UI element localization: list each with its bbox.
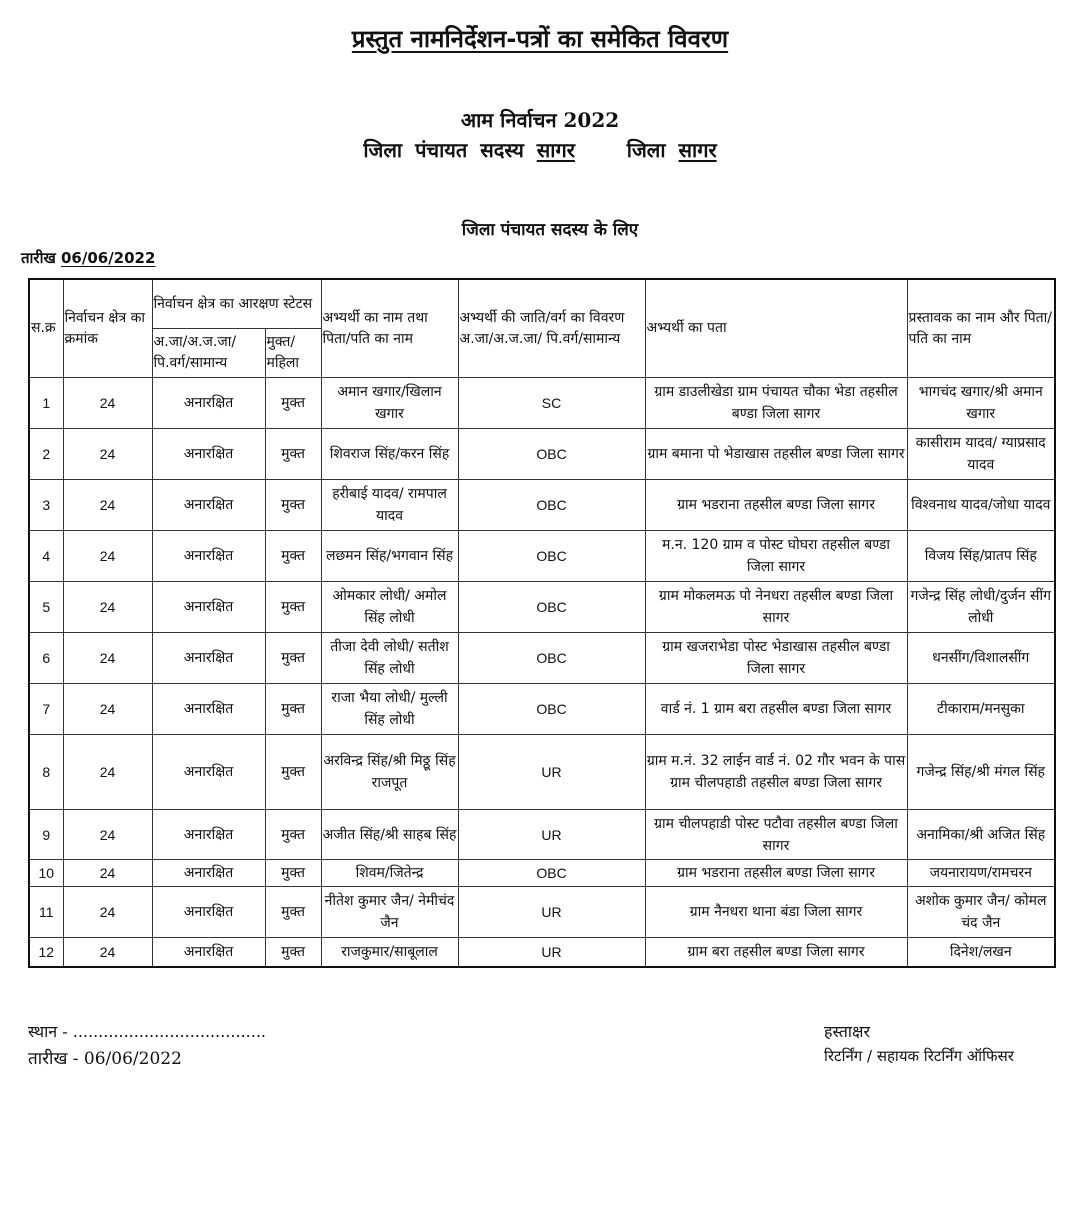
place-name: सागर xyxy=(536,138,575,162)
header-constituency-no: निर्वाचन क्षेत्र का क्रमांक xyxy=(63,279,152,378)
election-heading: आम निर्वाचन 2022 xyxy=(460,108,620,132)
candidate-name-cell: शिवम/जितेन्द्र xyxy=(321,860,458,887)
date-label: तारीख xyxy=(21,249,56,267)
header-candidate-name: अभ्यर्थी का नाम तथा पिता/पति का नाम xyxy=(321,279,458,378)
district-label: जिला xyxy=(626,138,666,162)
candidate-caste-cell: OBC xyxy=(458,531,645,582)
table-row xyxy=(29,860,1055,887)
header-reservation-status: निर्वाचन क्षेत्र का आरक्षण स्टेटस xyxy=(152,279,321,329)
proposer-name-cell: विश्वनाथ यादव/जोधा यादव xyxy=(907,480,1055,531)
reservation-category-cell: अनारक्षित xyxy=(152,480,265,531)
candidate-caste-cell: SC xyxy=(458,378,645,429)
reservation-gender-cell: मुक्त xyxy=(265,480,321,531)
header-reservation-category: अ.जा/अ.ज.जा/ पि.वर्ग/सामान्य xyxy=(152,329,265,378)
candidate-name-cell: ओमकार लोधी/ अमोल सिंह लोधी xyxy=(321,582,458,633)
serial-cell: 5 xyxy=(29,582,63,633)
candidate-name-cell: लछमन सिंह/भगवान सिंह xyxy=(321,531,458,582)
candidate-name-cell: राजकुमार/साबूलाल xyxy=(321,938,458,967)
reservation-category-cell: अनारक्षित xyxy=(152,582,265,633)
post-label: जिला पंचायत सदस्य xyxy=(363,138,524,162)
for-post-heading: जिला पंचायत सदस्य के लिए xyxy=(461,220,639,240)
header-serial: स.क्र xyxy=(29,279,63,378)
serial-cell: 8 xyxy=(29,735,63,810)
proposer-name-cell: गजेन्द्र सिंह लोधी/दुर्जन सींग लोधी xyxy=(907,582,1055,633)
candidate-address-cell: ग्राम मोकलमऊ पो नेनधरा तहसील बण्डा जिला सागर xyxy=(645,582,907,633)
footer-date: तारीख - 06/06/2022 xyxy=(28,1049,182,1069)
proposer-name-cell: कासीराम यादव/ ग्याप्रसाद यादव xyxy=(907,429,1055,480)
reservation-gender-cell: मुक्त xyxy=(265,582,321,633)
candidate-caste-cell: OBC xyxy=(458,480,645,531)
serial-cell: 6 xyxy=(29,633,63,684)
reservation-category-cell: अनारक्षित xyxy=(152,429,265,480)
candidate-caste-cell: OBC xyxy=(458,633,645,684)
candidate-caste-cell: UR xyxy=(458,938,645,967)
serial-cell: 9 xyxy=(29,810,63,860)
proposer-name-cell: दिनेश/लखन xyxy=(907,938,1055,967)
proposer-name-cell: धनसींग/विशालसींग xyxy=(907,633,1055,684)
candidate-name-cell: अमान खगार/खिलान खगार xyxy=(321,378,458,429)
candidate-name-cell: राजा भैया लोधी/ मुल्ली सिंह लोधी xyxy=(321,684,458,735)
candidate-caste-cell: UR xyxy=(458,810,645,860)
constituency-cell: 24 xyxy=(63,860,152,887)
serial-cell: 3 xyxy=(29,480,63,531)
reservation-gender-cell: मुक्त xyxy=(265,684,321,735)
table-row xyxy=(29,633,1055,684)
table-row xyxy=(29,938,1055,967)
constituency-cell: 24 xyxy=(63,684,152,735)
constituency-cell: 24 xyxy=(63,378,152,429)
header-reservation-gender: मुक्त/ महिला xyxy=(265,329,321,378)
table-row xyxy=(29,531,1055,582)
date-value: 06/06/2022 xyxy=(60,249,156,267)
document-title: प्रस्तुत नामनिर्देशन-पत्रों का समेकित विवरण xyxy=(351,25,729,53)
proposer-name-cell: गजेन्द्र सिंह/श्री मंगल सिंह xyxy=(907,735,1055,810)
serial-cell: 10 xyxy=(29,860,63,887)
serial-cell: 1 xyxy=(29,378,63,429)
candidate-name-cell: अजीत सिंह/श्री साहब सिंह xyxy=(321,810,458,860)
nominations-table xyxy=(28,278,1056,968)
date-line xyxy=(21,248,155,268)
candidate-address-cell: ग्राम भडराना तहसील बण्डा जिला सागर xyxy=(645,480,907,531)
candidate-name-cell: हरीबाई यादव/ रामपाल यादव xyxy=(321,480,458,531)
constituency-cell: 24 xyxy=(63,633,152,684)
header-proposer-name: प्रस्तावक का नाम और पिता/पति का नाम xyxy=(907,279,1055,378)
candidate-address-cell: ग्राम चीलपहाडी पोस्ट पटौवा तहसील बण्डा जिला सागर xyxy=(645,810,907,860)
reservation-category-cell: अनारक्षित xyxy=(152,860,265,887)
proposer-name-cell: टीकाराम/मनसुका xyxy=(907,684,1055,735)
candidate-name-cell: तीजा देवी लोधी/ सतीश सिंह लोधी xyxy=(321,633,458,684)
candidate-caste-cell: OBC xyxy=(458,860,645,887)
reservation-category-cell: अनारक्षित xyxy=(152,735,265,810)
constituency-cell: 24 xyxy=(63,480,152,531)
table-row xyxy=(29,378,1055,429)
table-row xyxy=(29,887,1055,938)
district-heading xyxy=(0,136,1080,163)
proposer-name-cell: अनामिका/श्री अजित सिंह xyxy=(907,810,1055,860)
serial-cell: 7 xyxy=(29,684,63,735)
table-row xyxy=(29,810,1055,860)
reservation-category-cell: अनारक्षित xyxy=(152,684,265,735)
footer-officer-label: रिटर्निंग / सहायक रिटर्निंग ऑफिसर xyxy=(824,1047,1014,1065)
reservation-gender-cell: मुक्त xyxy=(265,860,321,887)
reservation-gender-cell: मुक्त xyxy=(265,531,321,582)
reservation-gender-cell: मुक्त xyxy=(265,887,321,938)
proposer-name-cell: भागचंद खगार/श्री अमान खगार xyxy=(907,378,1055,429)
serial-cell: 12 xyxy=(29,938,63,967)
candidate-caste-cell: OBC xyxy=(458,429,645,480)
reservation-category-cell: अनारक्षित xyxy=(152,378,265,429)
candidate-caste-cell: UR xyxy=(458,735,645,810)
candidate-name-cell: नीतेश कुमार जैन/ नेमीचंद जैन xyxy=(321,887,458,938)
reservation-gender-cell: मुक्त xyxy=(265,810,321,860)
candidate-address-cell: ग्राम भडराना तहसील बण्डा जिला सागर xyxy=(645,860,907,887)
proposer-name-cell: विजय सिंह/प्रातप सिंह xyxy=(907,531,1055,582)
constituency-cell: 24 xyxy=(63,429,152,480)
table-row xyxy=(29,480,1055,531)
candidate-address-cell: म.न. 120 ग्राम व पोस्ट घोघरा तहसील बण्डा जिला सागर xyxy=(645,531,907,582)
reservation-gender-cell: मुक्त xyxy=(265,378,321,429)
candidate-address-cell: ग्राम बमाना पो भेडाखास तहसील बण्डा जिला सागर xyxy=(645,429,907,480)
district-name: सागर xyxy=(678,138,717,162)
constituency-cell: 24 xyxy=(63,810,152,860)
reservation-category-cell: अनारक्षित xyxy=(152,531,265,582)
header-candidate-address: अभ्यर्थी का पता xyxy=(645,279,907,378)
candidate-name-cell: शिवराज सिंह/करन सिंह xyxy=(321,429,458,480)
reservation-category-cell: अनारक्षित xyxy=(152,887,265,938)
constituency-cell: 24 xyxy=(63,582,152,633)
constituency-cell: 24 xyxy=(63,938,152,967)
candidate-address-cell: वार्ड नं. 1 ग्राम बरा तहसील बण्डा जिला सागर xyxy=(645,684,907,735)
reservation-category-cell: अनारक्षित xyxy=(152,633,265,684)
table-row xyxy=(29,429,1055,480)
reservation-gender-cell: मुक्त xyxy=(265,938,321,967)
candidate-caste-cell: UR xyxy=(458,887,645,938)
candidate-name-cell: अरविन्द्र सिंह/श्री मिठ्ठू सिंह राजपूत xyxy=(321,735,458,810)
reservation-gender-cell: मुक्त xyxy=(265,429,321,480)
candidate-address-cell: ग्राम डाउलीखेडा ग्राम पंचायत चौका भेडा तहसील बण्डा जिला सागर xyxy=(645,378,907,429)
candidate-address-cell: ग्राम बरा तहसील बण्डा जिला सागर xyxy=(645,938,907,967)
candidate-address-cell: ग्राम खजराभेडा पोस्ट भेडाखास तहसील बण्डा जिला सागर xyxy=(645,633,907,684)
reservation-gender-cell: मुक्त xyxy=(265,633,321,684)
constituency-cell: 24 xyxy=(63,735,152,810)
header-candidate-caste: अभ्यर्थी की जाति/वर्ग का विवरण अ.जा/अ.ज.जा/ पि.वर्ग/सामान्य xyxy=(458,279,645,378)
table-body xyxy=(29,378,1055,967)
reservation-category-cell: अनारक्षित xyxy=(152,938,265,967)
candidate-caste-cell: OBC xyxy=(458,582,645,633)
constituency-cell: 24 xyxy=(63,887,152,938)
footer-place: स्थान - ...................................... xyxy=(28,1022,266,1041)
constituency-cell: 24 xyxy=(63,531,152,582)
reservation-category-cell: अनारक्षित xyxy=(152,810,265,860)
table-row xyxy=(29,582,1055,633)
candidate-address-cell: ग्राम नैनधरा थाना बंडा जिला सागर xyxy=(645,887,907,938)
serial-cell: 11 xyxy=(29,887,63,938)
table-header-row xyxy=(29,279,1055,329)
serial-cell: 2 xyxy=(29,429,63,480)
candidate-address-cell: ग्राम म.नं. 32 लाईन वार्ड नं. 02 गौर भवन के पास ग्राम चीलपहाडी तहसील बण्डा जिला सागर xyxy=(645,735,907,810)
footer-signature-label: हस्ताक्षर xyxy=(824,1022,871,1041)
proposer-name-cell: जयनारायण/रामचरन xyxy=(907,860,1055,887)
candidate-caste-cell: OBC xyxy=(458,684,645,735)
table-row xyxy=(29,735,1055,810)
reservation-gender-cell: मुक्त xyxy=(265,735,321,810)
proposer-name-cell: अशोक कुमार जैन/ कोमल चंद जैन xyxy=(907,887,1055,938)
serial-cell: 4 xyxy=(29,531,63,582)
table-row xyxy=(29,684,1055,735)
